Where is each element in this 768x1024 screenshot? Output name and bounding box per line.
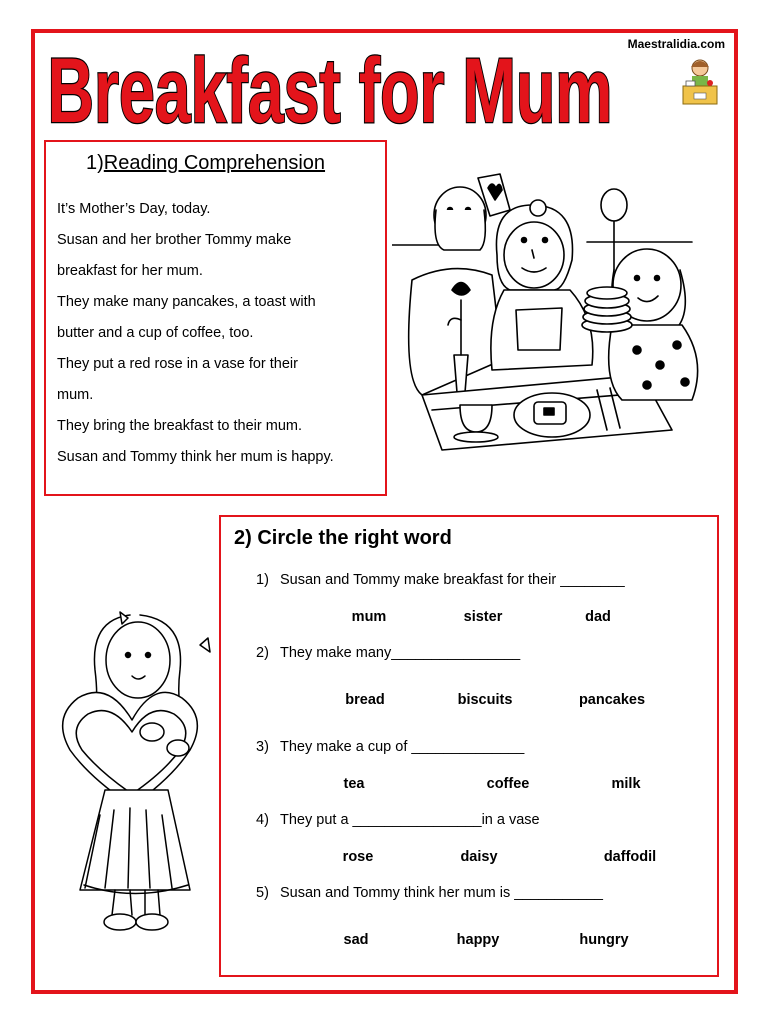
quiz-heading: 2) Circle the right word — [234, 527, 452, 549]
question-2 — [256, 645, 520, 661]
question-1 — [256, 572, 625, 588]
answer-option[interactable]: biscuits — [457, 692, 513, 708]
story-line: mum. — [57, 387, 94, 403]
girl-with-heart-illustration — [50, 610, 215, 945]
question-text: Susan and Tommy think her mum is ___________ — [280, 885, 603, 901]
answer-option[interactable]: tea — [343, 776, 365, 792]
answer-option[interactable]: mum — [351, 609, 387, 625]
question-number: 1) — [256, 572, 269, 588]
question-3 — [256, 739, 524, 755]
question-number: 5) — [256, 885, 269, 901]
worksheet-title — [40, 40, 620, 140]
reading-number: 1) — [86, 152, 104, 174]
circle-the-word-box — [219, 515, 719, 977]
question-text: They make a cup of ______________ — [280, 739, 525, 755]
question-number: 4) — [256, 812, 269, 828]
title-text: Breakfast for Mum — [47, 40, 613, 140]
reading-heading — [86, 152, 325, 175]
answer-option[interactable]: bread — [345, 692, 385, 708]
answer-option[interactable]: daisy — [460, 849, 498, 865]
answer-option[interactable]: coffee — [486, 776, 530, 792]
question-text: They make many________________ — [280, 645, 521, 661]
question-text: Susan and Tommy make breakfast for their ________ — [280, 572, 625, 588]
story-line: It’s Mother’s Day, today. — [57, 201, 211, 217]
story-line: butter and a cup of coffee, too. — [57, 325, 254, 341]
question-number: 3) — [256, 739, 269, 755]
story-line: They put a red rose in a vase for their — [57, 356, 298, 372]
answer-option[interactable]: pancakes — [578, 692, 646, 708]
answer-option[interactable]: milk — [611, 776, 641, 792]
teacher-logo-icon — [680, 55, 720, 109]
story-line: They make many pancakes, a toast with — [57, 294, 316, 310]
answer-option[interactable]: happy — [456, 932, 500, 948]
question-4 — [256, 812, 540, 828]
story-line: They bring the breakfast to their mum. — [57, 418, 302, 434]
answer-option[interactable]: hungry — [579, 932, 629, 948]
question-number: 2) — [256, 645, 269, 661]
answer-option[interactable]: daffodil — [603, 849, 657, 865]
answer-option[interactable]: sister — [463, 609, 503, 625]
answer-option[interactable]: rose — [342, 849, 374, 865]
reading-heading-text: Reading Comprehension — [103, 152, 326, 174]
answer-option[interactable]: sad — [343, 932, 369, 948]
site-credit: Maestralidia.com — [627, 37, 725, 51]
story-line: Susan and Tommy think her mum is happy. — [57, 449, 334, 465]
question-5 — [256, 885, 603, 901]
question-text: They put a ________________in a vase — [280, 812, 540, 828]
reading-comprehension-box — [44, 140, 387, 496]
breakfast-in-bed-illustration — [392, 150, 712, 465]
answer-option[interactable]: dad — [585, 609, 611, 625]
story-text — [57, 198, 334, 477]
story-line: breakfast for her mum. — [57, 263, 203, 279]
story-line: Susan and her brother Tommy make — [57, 232, 292, 248]
